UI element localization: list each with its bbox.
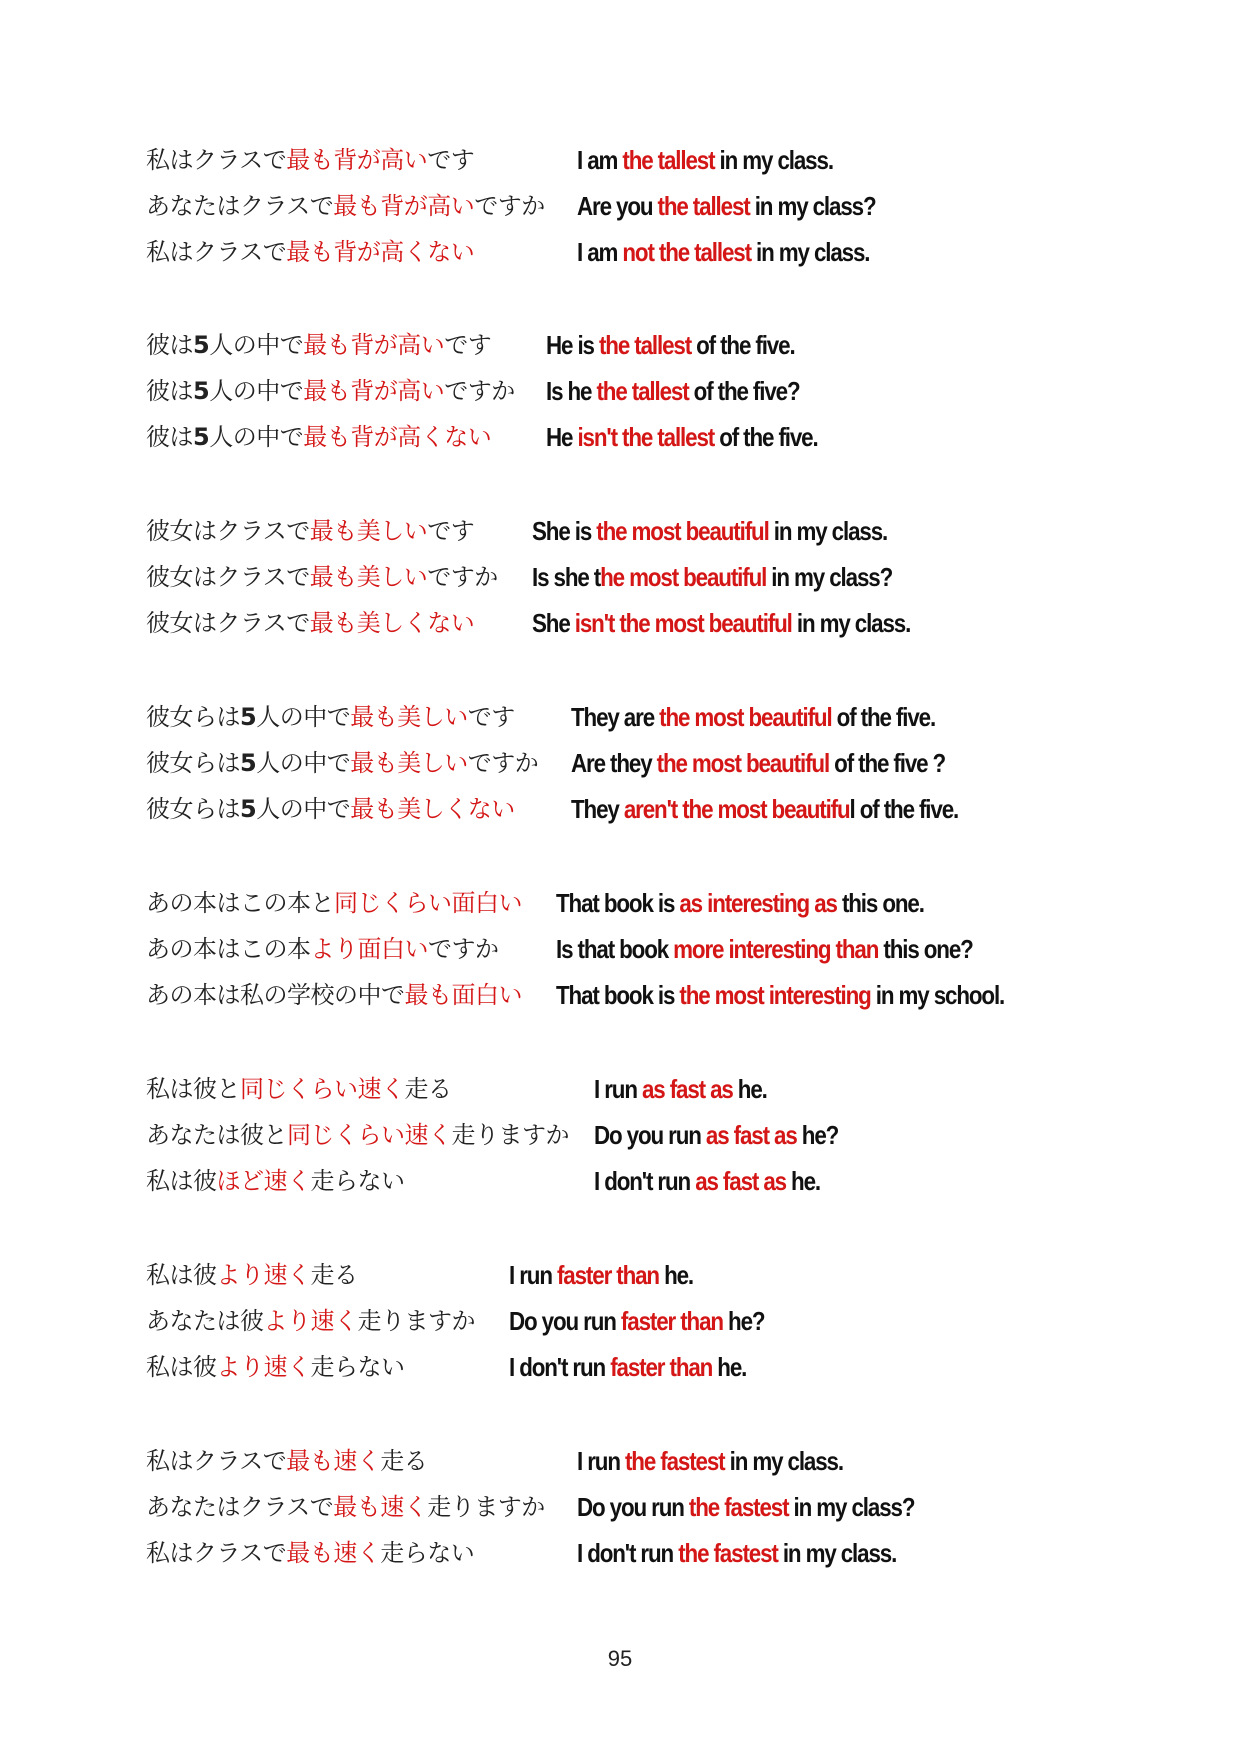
english-text: in my class. — [777, 1538, 897, 1568]
sentence-row — [0, 1158, 1240, 1204]
english-text: They — [571, 794, 624, 824]
english-text: I don't run — [577, 1538, 679, 1568]
sentence-row — [0, 1344, 1240, 1390]
japanese-highlight: 最も背が高くない — [303, 423, 492, 451]
japanese-text: 彼女はクラスで — [146, 517, 310, 545]
japanese-text: 走りますか — [357, 1307, 475, 1335]
japanese-sentence — [146, 600, 474, 646]
english-highlight: faster than — [610, 1352, 713, 1382]
japanese-text: 5 — [240, 703, 257, 731]
english-highlight: the most beautiful — [596, 516, 769, 546]
japanese-highlight: 最も美しい — [350, 703, 468, 731]
english-sentence — [556, 972, 1004, 1018]
japanese-highlight: 最も美しくない — [309, 609, 475, 637]
japanese-text: 彼女はクラスで — [146, 609, 310, 637]
japanese-sentence — [146, 1438, 427, 1484]
japanese-text: 5 — [193, 331, 210, 359]
english-text: Is she t — [532, 562, 601, 592]
sentence-row — [0, 508, 1240, 554]
japanese-highlight: 最も背が高い — [333, 192, 475, 220]
japanese-text: 人の中で — [209, 331, 304, 359]
english-highlight: isn't the tallest — [577, 422, 715, 452]
english-sentence — [577, 1484, 914, 1530]
japanese-text: 彼は — [146, 423, 193, 451]
japanese-highlight: 最も速く — [286, 1447, 381, 1475]
japanese-highlight: より速く — [216, 1261, 311, 1289]
japanese-highlight: 最も背が高い — [303, 331, 445, 359]
english-text: She is — [532, 516, 597, 546]
japanese-text: 5 — [193, 423, 210, 451]
english-text: That book is — [556, 980, 680, 1010]
english-highlight: as interesting as — [679, 888, 837, 918]
english-text: in my class. — [724, 1446, 843, 1476]
english-highlight: the most beautiful — [656, 748, 830, 778]
japanese-highlight: より面白い — [310, 935, 428, 963]
japanese-sentence — [146, 508, 474, 554]
japanese-text: ですか — [467, 749, 539, 777]
english-highlight: faster than — [556, 1260, 659, 1290]
japanese-text: 走りますか — [427, 1493, 545, 1521]
english-text: Is that book — [556, 934, 674, 964]
english-text: Do you run — [509, 1306, 621, 1336]
english-text: I run — [509, 1260, 557, 1290]
english-sentence — [577, 229, 869, 275]
english-sentence — [532, 508, 887, 554]
english-highlight: not the tallest — [622, 237, 751, 267]
english-text: I am — [577, 237, 623, 267]
japanese-text: 彼女らは — [146, 703, 240, 731]
english-highlight: the fastest — [688, 1492, 789, 1522]
english-sentence — [546, 414, 818, 460]
sentence-row — [0, 1298, 1240, 1344]
english-sentence — [509, 1252, 693, 1298]
japanese-sentence — [146, 229, 474, 275]
sentence-row — [0, 368, 1240, 414]
sentence-row — [0, 137, 1240, 183]
english-highlight: aren't the most beautifu — [623, 794, 850, 824]
japanese-sentence — [146, 926, 499, 972]
english-highlight: as fast as — [695, 1166, 786, 1196]
japanese-sentence — [146, 694, 515, 740]
english-text: in my class? — [788, 1492, 915, 1522]
sentence-row — [0, 229, 1240, 275]
japanese-highlight: より速く — [216, 1353, 311, 1381]
sentence-row — [0, 183, 1240, 229]
sentence-row — [0, 740, 1240, 786]
english-text: this one? — [878, 934, 973, 964]
english-text: I am — [577, 145, 623, 175]
japanese-highlight: 最も美しい — [350, 749, 468, 777]
english-highlight: faster than — [620, 1306, 723, 1336]
japanese-text: 私はクラスで — [146, 146, 287, 174]
japanese-highlight: 最も面白い — [404, 981, 522, 1009]
sentence-row — [0, 1484, 1240, 1530]
sentence-row — [0, 926, 1240, 972]
japanese-text: です — [444, 331, 492, 359]
english-text: Are you — [577, 191, 658, 221]
english-text: I don't run — [594, 1166, 696, 1196]
english-sentence — [546, 368, 799, 414]
english-sentence — [571, 740, 945, 786]
sentence-row — [0, 414, 1240, 460]
english-text: They are — [571, 702, 660, 732]
japanese-text: あなたはクラスで — [146, 1493, 334, 1521]
english-text: I don't run — [509, 1352, 611, 1382]
english-text: in my class. — [768, 516, 888, 546]
japanese-text: ですか — [474, 192, 545, 220]
japanese-sentence — [146, 972, 522, 1018]
english-highlight: the most beautiful — [659, 702, 832, 732]
english-sentence — [594, 1112, 838, 1158]
english-sentence — [577, 137, 833, 183]
english-sentence — [532, 600, 910, 646]
japanese-text: 彼は — [146, 377, 193, 405]
japanese-highlight: 最も美しくない — [350, 795, 515, 823]
japanese-text: 私はクラスで — [146, 238, 287, 266]
english-text: She — [532, 608, 575, 638]
japanese-sentence — [146, 1158, 405, 1204]
english-sentence — [546, 322, 795, 368]
japanese-text: 私は彼と — [146, 1075, 240, 1103]
english-sentence — [571, 694, 935, 740]
english-text: Are they — [571, 748, 657, 778]
english-sentence — [556, 880, 924, 926]
english-text: he? — [722, 1306, 765, 1336]
japanese-highlight: ほど速く — [216, 1167, 311, 1195]
japanese-sentence — [146, 414, 491, 460]
english-text: of the five? — [688, 376, 800, 406]
japanese-text: です — [427, 146, 475, 174]
sentence-row — [0, 600, 1240, 646]
english-highlight: the tallest — [598, 330, 692, 360]
english-text: in my class. — [714, 145, 833, 175]
english-text: of the five. — [691, 330, 795, 360]
japanese-text: ですか — [428, 935, 499, 963]
japanese-text: あの本は私の学校の中で — [146, 981, 405, 1009]
japanese-highlight: 最も背が高い — [303, 377, 445, 405]
english-sentence — [577, 1438, 843, 1484]
japanese-sentence — [146, 554, 498, 600]
japanese-text: 彼は — [146, 331, 193, 359]
sentence-row — [0, 694, 1240, 740]
english-sentence — [577, 183, 876, 229]
japanese-text: 人の中で — [256, 703, 351, 731]
english-highlight: the fastest — [624, 1446, 725, 1476]
japanese-text: 彼女らは — [146, 749, 240, 777]
japanese-text: 走る — [404, 1075, 452, 1103]
japanese-text: ですか — [427, 563, 498, 591]
japanese-text: 走る — [310, 1261, 358, 1289]
sentence-row — [0, 1438, 1240, 1484]
english-sentence — [594, 1066, 767, 1112]
english-text: in my class. — [750, 237, 870, 267]
japanese-sentence — [146, 786, 515, 832]
english-text: he? — [796, 1120, 839, 1150]
english-text: in my class? — [766, 562, 893, 592]
japanese-highlight: 最も背が高い — [286, 146, 428, 174]
japanese-text: 私は彼 — [146, 1167, 217, 1195]
japanese-sentence — [146, 1298, 475, 1344]
english-text: of the five. — [831, 702, 936, 732]
japanese-highlight: より速く — [263, 1307, 358, 1335]
english-text: That book is — [556, 888, 680, 918]
japanese-text: 5 — [240, 795, 257, 823]
english-highlight: more interesting than — [673, 934, 879, 964]
japanese-text: 人の中で — [209, 423, 304, 451]
japanese-highlight: 同じくらい速く — [240, 1075, 405, 1103]
english-text: l of the five. — [849, 794, 959, 824]
english-text: in my class. — [791, 608, 911, 638]
japanese-sentence — [146, 1530, 474, 1576]
japanese-highlight: 最も美しい — [309, 517, 428, 545]
english-sentence — [532, 554, 892, 600]
japanese-text: 私は彼 — [146, 1353, 217, 1381]
japanese-text: あなたはクラスで — [146, 192, 334, 220]
sentence-row — [0, 786, 1240, 832]
japanese-text: 走らない — [380, 1539, 475, 1567]
english-text: he. — [785, 1166, 821, 1196]
japanese-sentence — [146, 322, 491, 368]
english-text: of the five. — [714, 422, 818, 452]
english-text: he. — [732, 1074, 767, 1104]
english-text: Do you run — [594, 1120, 706, 1150]
japanese-text: 彼女らは — [146, 795, 240, 823]
english-text: of the five ? — [829, 748, 946, 778]
sentence-row — [0, 1066, 1240, 1112]
japanese-text: あの本はこの本と — [146, 889, 334, 917]
english-highlight: the tallest — [596, 376, 689, 406]
english-text: he. — [712, 1352, 747, 1382]
japanese-text: 走りますか — [451, 1121, 569, 1149]
japanese-sentence — [146, 1252, 358, 1298]
english-text: Is he — [546, 376, 597, 406]
japanese-text: 私はクラスで — [146, 1539, 287, 1567]
english-text: he. — [658, 1260, 694, 1290]
japanese-sentence — [146, 137, 474, 183]
sentence-row — [0, 1252, 1240, 1298]
japanese-highlight: 最も速く — [286, 1539, 381, 1567]
english-highlight: the fastest — [678, 1538, 778, 1568]
english-highlight: as fast as — [641, 1074, 733, 1104]
japanese-text: 私は彼 — [146, 1261, 217, 1289]
japanese-text: 5 — [240, 749, 257, 777]
english-highlight: the tallest — [622, 145, 715, 175]
japanese-text: あなたは彼と — [146, 1121, 287, 1149]
japanese-sentence — [146, 880, 522, 926]
english-sentence — [577, 1530, 896, 1576]
japanese-text: あなたは彼 — [146, 1307, 264, 1335]
english-sentence — [571, 786, 958, 832]
japanese-text: 走らない — [310, 1353, 405, 1381]
english-text: Do you run — [577, 1492, 689, 1522]
english-highlight: he most beautiful — [600, 562, 767, 592]
sentence-row — [0, 322, 1240, 368]
japanese-text: 人の中で — [256, 749, 351, 777]
sentence-row — [0, 972, 1240, 1018]
japanese-highlight: 最も速く — [333, 1493, 428, 1521]
english-text: this one. — [836, 888, 924, 918]
english-sentence — [509, 1298, 764, 1344]
japanese-text: 走らない — [310, 1167, 405, 1195]
english-sentence — [509, 1344, 746, 1390]
japanese-sentence — [146, 1484, 545, 1530]
japanese-text: あの本はこの本 — [146, 935, 311, 963]
japanese-highlight: 同じくらい面白い — [334, 889, 522, 917]
japanese-sentence — [146, 740, 538, 786]
japanese-text: 彼女はクラスで — [146, 563, 310, 591]
english-text: I run — [594, 1074, 642, 1104]
english-text: He is — [546, 330, 599, 360]
japanese-highlight: 同じくらい速く — [287, 1121, 452, 1149]
english-text: in my school. — [870, 980, 1005, 1010]
japanese-text: 走る — [380, 1447, 428, 1475]
japanese-highlight: 最も美しい — [309, 563, 428, 591]
japanese-text: です — [427, 517, 475, 545]
japanese-text: 人の中で — [256, 795, 351, 823]
japanese-text: 人の中で — [209, 377, 304, 405]
english-sentence — [594, 1158, 820, 1204]
japanese-text: ですか — [444, 377, 515, 405]
english-highlight: as fast as — [705, 1120, 797, 1150]
japanese-sentence — [146, 1066, 452, 1112]
sentence-row — [0, 1530, 1240, 1576]
sentence-row — [0, 1112, 1240, 1158]
japanese-text: 私はクラスで — [146, 1447, 287, 1475]
english-highlight: the tallest — [657, 191, 750, 221]
japanese-sentence — [146, 368, 515, 414]
japanese-highlight: 最も背が高くない — [286, 238, 475, 266]
japanese-sentence — [146, 183, 545, 229]
english-text: He — [546, 422, 578, 452]
japanese-sentence — [146, 1112, 569, 1158]
japanese-text: 5 — [193, 377, 210, 405]
english-text: in my class? — [749, 191, 876, 221]
english-highlight: the most interesting — [679, 980, 871, 1010]
english-sentence — [556, 926, 973, 972]
japanese-sentence — [146, 1344, 405, 1390]
english-text: I run — [577, 1446, 625, 1476]
page-number: 95 — [607, 1646, 633, 1671]
japanese-text: です — [467, 703, 515, 731]
english-highlight: isn't the most beautiful — [574, 608, 792, 638]
sentence-row — [0, 880, 1240, 926]
sentence-row — [0, 554, 1240, 600]
